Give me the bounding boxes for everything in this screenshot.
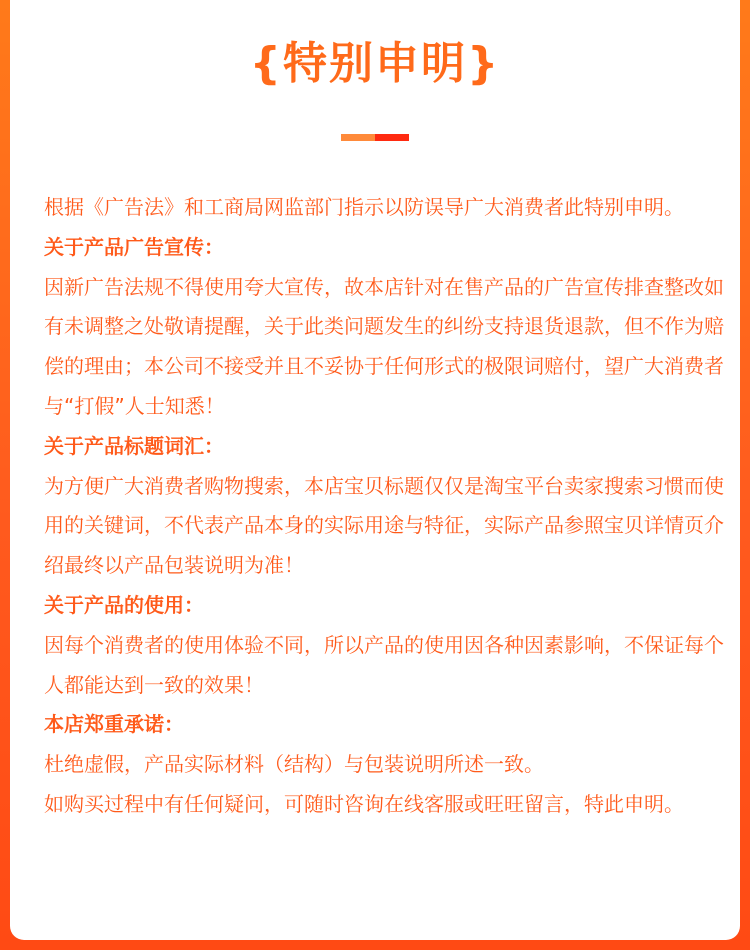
divider-left-segment xyxy=(341,134,375,141)
notice-card xyxy=(10,0,740,940)
notice-content xyxy=(44,188,724,825)
page-title: {特别申明} xyxy=(249,38,501,89)
divider-right-segment xyxy=(375,134,409,141)
section-heading-product-usage: 关于产品的使用： xyxy=(44,592,204,617)
section-heading-ad-promotion: 关于产品广告宣传： xyxy=(44,234,224,259)
section-body-title-keywords: 为方便广大消费者购物搜索，本店宝贝标题仅仅是淘宝平台卖家搜索习惯而使用的关键词，不代表产品本身的实际用途与特征，实际产品参照宝贝详情页介绍最终以产品包装说明为准！ xyxy=(44,473,724,578)
section-body-store-promise: 杜绝虚假，产品实际材料（结构）与包装说明所述一致。 xyxy=(44,752,544,777)
section-heading-store-promise: 本店郑重承诺： xyxy=(44,712,184,737)
title-divider xyxy=(341,134,409,141)
section-body-product-usage: 因每个消费者的使用体验不同，所以产品的使用因各种因素影响，不保证每个人都能达到一致的效果！ xyxy=(44,632,724,697)
intro-paragraph: 根据《广告法》和工商局网监部门指示以防误导广大消费者此特别申明。 xyxy=(44,195,684,219)
section-body-ad-promotion: 因新广告法规不得使用夸大宣传，故本店针对在售产品的广告宣传排查整改如有未调整之处敬请提醒，关于此类问题发生的纠纷支持退货退款，但不作为赔偿的理由；本公司不接受并且不妥协于任何形式的极限词赔付，望广大消费者与“打假”人士知悉！ xyxy=(44,274,724,418)
section-heading-title-keywords: 关于产品标题词汇： xyxy=(44,433,224,458)
closing-paragraph: 如购买过程中有任何疑问，可随时咨询在线客服或旺旺留言，特此申明。 xyxy=(44,791,684,816)
